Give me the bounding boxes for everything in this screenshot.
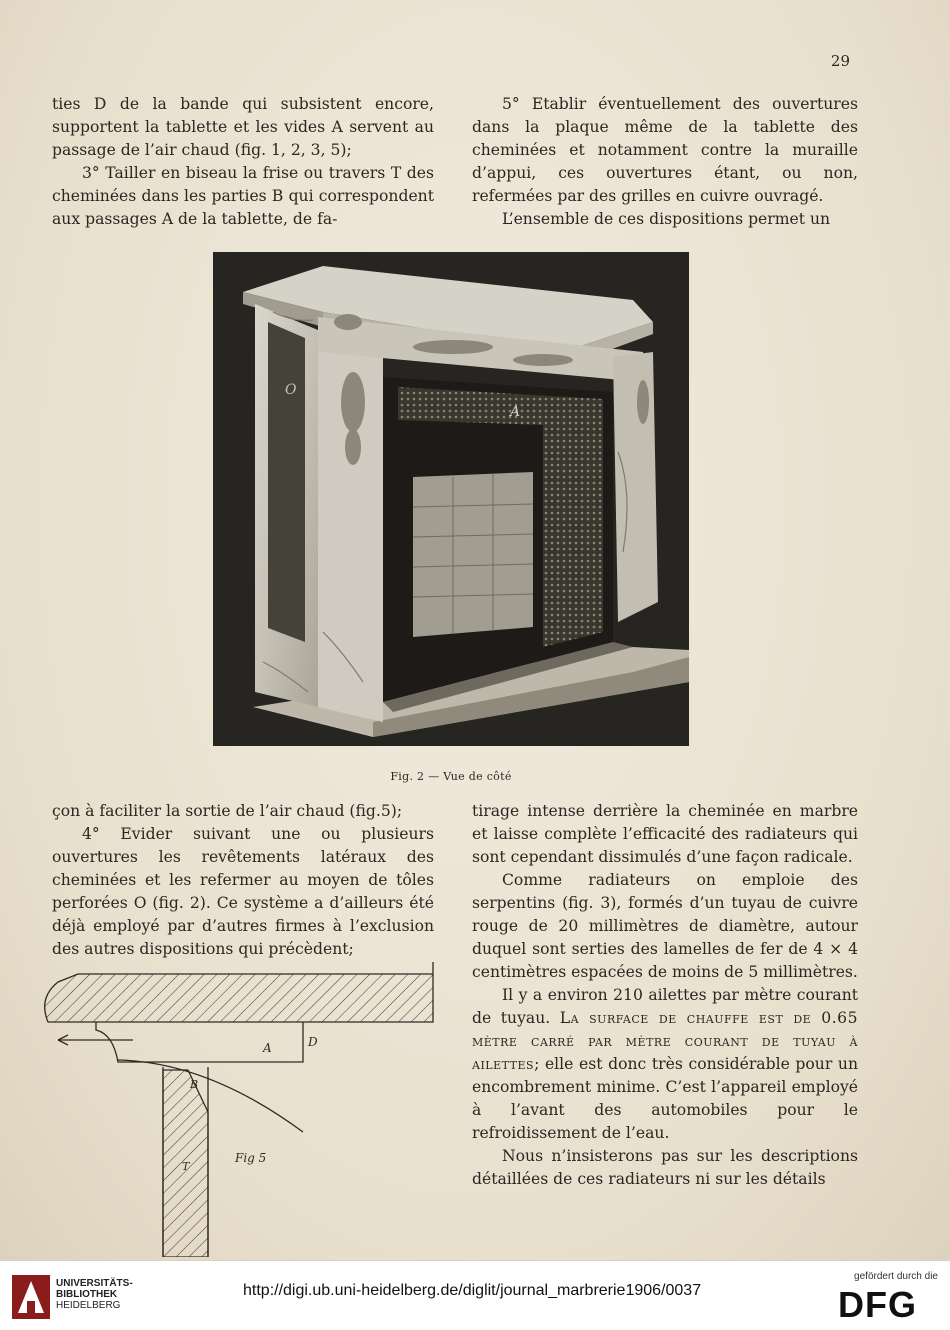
paragraph: tirage intense derrière la cheminée en marbre et laisse complète l’efficacité des radiateurs qui sont cependant dissimulés d’une façon radicale. — [472, 802, 858, 866]
paragraph: ties D de la bande qui subsistent encore, supportent la tablette et les vides A servent au passage de l’air chaud (fig. 1, 2, 3, 5); — [52, 95, 434, 159]
text-run: ; elle est donc très considérable pour un encombrement minime. C’est l’appareil employé à l’avant des automobiles pour le refroidissement de l’eau. — [472, 1055, 858, 1142]
figure-number-label: Fig 5 — [235, 1151, 267, 1165]
paragraph: 4° Evider suivant une ou plusieurs ouvertures les revêtements latéraux des cheminées et les refermer au moyen de tôles perforées O (fig. 2). Ce système a d’ailleurs été déjà employé par d’autres firmes à l’exclusion des autres dispositions qui précèdent; — [52, 825, 434, 958]
diagram-label-b: B — [190, 1078, 199, 1091]
paragraph: Comme radiateurs on emploie des serpentins (fig. 3), formés d’un tuyau de cuivre rouge de 20 millimètres de diamètre, autour duquel sont serties des lamelles de fer de 4 × 4 centimètres espacées de moins de 5 millimètres. — [472, 871, 858, 981]
perforated-panel-o — [268, 322, 305, 642]
text-column-bottom-right — [472, 800, 858, 1191]
library-name — [56, 1278, 133, 1311]
figure-caption: Fig. 2 — Vue de côté — [390, 770, 512, 783]
page-number: 29 — [830, 52, 850, 70]
text-column-top-right — [472, 93, 858, 231]
footer-bar — [0, 1260, 950, 1330]
diagram-label-a: A — [263, 1041, 272, 1055]
fireplace-photo — [213, 252, 689, 746]
library-name-line: UNIVERSITÄTS- — [56, 1278, 133, 1289]
paragraph: 5° Etablir éventuellement des ouvertures dans la plaque même de la tablette des cheminées et notamment contre la muraille d’appui, ces ouvertures étant, ou non, refermées par des grilles en cuivre ouvragé. — [472, 95, 858, 205]
text-run: Il y a environ 210 ailettes par mètre courant de tuyau. — [472, 986, 858, 1027]
figure-label-o: O — [285, 382, 297, 398]
figure-label-a: A — [510, 404, 521, 420]
paragraph: Nous n’insisterons pas sur les descriptions détaillées de ces radiateurs ni sur les détails — [472, 1147, 858, 1188]
diagram-label-d: D — [308, 1035, 318, 1049]
dfg-logo: DFG — [838, 1284, 917, 1325]
text-column-bottom-left — [52, 800, 434, 961]
paragraph — [472, 984, 858, 1145]
cross-section-diagram — [38, 962, 443, 1257]
paragraph: 3° Tailler en biseau la frise ou travers T des cheminées dans les parties B qui correspondent aux passages A de la tablette, de fa- — [52, 164, 434, 228]
diagram-label-t: T — [182, 1160, 190, 1173]
text-column-top-left — [52, 93, 434, 231]
permalink-url[interactable]: http://digi.ub.uni-heidelberg.de/diglit/journal_marbrerie1906/0037 — [243, 1282, 702, 1299]
sponsor-label: gefördert durch die — [854, 1271, 938, 1282]
library-name-line: HEIDELBERG — [56, 1300, 121, 1311]
library-name-line: BIBLIOTHEK — [56, 1289, 118, 1300]
library-logo-icon — [10, 1273, 52, 1321]
small-caps-emphasis: La surface de chauffe est de 0.65 mètre carré par mètre courant de tuyau à ailettes — [472, 1009, 858, 1073]
paragraph: çon à faciliter la sortie de l’air chaud (fig.5); — [52, 802, 403, 820]
paragraph: L’ensemble de ces dispositions permet un — [502, 210, 831, 228]
